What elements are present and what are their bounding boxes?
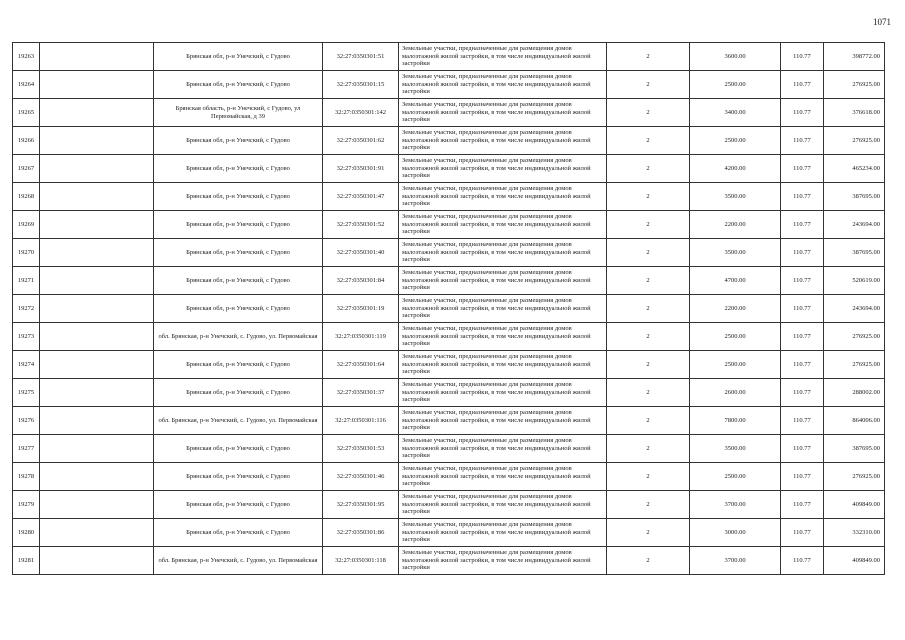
- specific-value-cell: 110.77: [781, 211, 824, 239]
- area-cell: 2200.00: [690, 211, 781, 239]
- area-cell: 3500.00: [690, 183, 781, 211]
- table-row: [13, 183, 885, 211]
- group-code-cell: 2: [607, 99, 690, 127]
- cadastral-number-cell: 32:27:0350301:52: [323, 211, 399, 239]
- address-cell: Брянская обл, р-н Унечский, с Гудово: [154, 239, 323, 267]
- row-number-cell: 19264: [13, 71, 40, 99]
- specific-value-cell: 110.77: [781, 547, 824, 575]
- specific-value-cell: 110.77: [781, 351, 824, 379]
- cadastral-number-cell: 32:27:0350301:37: [323, 379, 399, 407]
- empty-cell: [40, 295, 154, 323]
- cadastral-number-cell: 32:27:0350301:64: [323, 351, 399, 379]
- cadastral-value-cell: 520619.00: [824, 267, 885, 295]
- table-row: [13, 71, 885, 99]
- address-cell: Брянская обл, р-н Унечский, с Гудово: [154, 351, 323, 379]
- row-number-cell: 19265: [13, 99, 40, 127]
- address-cell: Брянская обл, р-н Унечский, с Гудово: [154, 43, 323, 71]
- empty-cell: [40, 379, 154, 407]
- group-code-cell: 2: [607, 71, 690, 99]
- group-code-cell: 2: [607, 491, 690, 519]
- group-code-cell: 2: [607, 295, 690, 323]
- specific-value-cell: 110.77: [781, 43, 824, 71]
- row-number-cell: 19271: [13, 267, 40, 295]
- cadastral-value-cell: 376618.00: [824, 99, 885, 127]
- specific-value-cell: 110.77: [781, 155, 824, 183]
- row-number-cell: 19263: [13, 43, 40, 71]
- group-code-cell: 2: [607, 463, 690, 491]
- group-code-cell: 2: [607, 379, 690, 407]
- land-use-description-cell: Земельные участки, предназначенные для размещения домов малоэтажной жилой застройки, в том числе индивидуальной жилой застройки: [399, 127, 607, 155]
- land-use-description-cell: Земельные участки, предназначенные для размещения домов малоэтажной жилой застройки, в том числе индивидуальной жилой застройки: [399, 379, 607, 407]
- address-cell: Брянская область, р-н Унечский, с Гудово, ул Первомайская, д 39: [154, 99, 323, 127]
- group-code-cell: 2: [607, 323, 690, 351]
- group-code-cell: 2: [607, 211, 690, 239]
- land-use-description-cell: Земельные участки, предназначенные для размещения домов малоэтажной жилой застройки, в том числе индивидуальной жилой застройки: [399, 407, 607, 435]
- row-number-cell: 19275: [13, 379, 40, 407]
- area-cell: 3700.00: [690, 547, 781, 575]
- empty-cell: [40, 127, 154, 155]
- cadastral-number-cell: 32:27:0350301:47: [323, 183, 399, 211]
- empty-cell: [40, 435, 154, 463]
- cadastral-number-cell: 32:27:0350301:51: [323, 43, 399, 71]
- area-cell: 3400.00: [690, 99, 781, 127]
- row-number-cell: 19268: [13, 183, 40, 211]
- empty-cell: [40, 43, 154, 71]
- table-row: [13, 491, 885, 519]
- empty-cell: [40, 71, 154, 99]
- row-number-cell: 19270: [13, 239, 40, 267]
- row-number-cell: 19278: [13, 463, 40, 491]
- address-cell: обл. Брянская, р-н Унечский, с. Гудово, ул. Первомайская: [154, 547, 323, 575]
- table-row: [13, 519, 885, 547]
- table-row: [13, 239, 885, 267]
- address-cell: Брянская обл, р-н Унечский, с Гудово: [154, 71, 323, 99]
- cadastral-value-cell: 864006.00: [824, 407, 885, 435]
- address-cell: Брянская обл, р-н Унечский, с Гудово: [154, 519, 323, 547]
- specific-value-cell: 110.77: [781, 491, 824, 519]
- specific-value-cell: 110.77: [781, 239, 824, 267]
- row-number-cell: 19279: [13, 491, 40, 519]
- cadastral-value-cell: 276925.00: [824, 463, 885, 491]
- group-code-cell: 2: [607, 127, 690, 155]
- cadastral-value-cell: 332310.00: [824, 519, 885, 547]
- specific-value-cell: 110.77: [781, 183, 824, 211]
- cadastral-value-cell: 409849.00: [824, 547, 885, 575]
- group-code-cell: 2: [607, 155, 690, 183]
- row-number-cell: 19281: [13, 547, 40, 575]
- page-number: 1071: [873, 17, 891, 27]
- empty-cell: [40, 519, 154, 547]
- cadastral-value-cell: 288002.00: [824, 379, 885, 407]
- table-row: [13, 295, 885, 323]
- table-row: [13, 351, 885, 379]
- cadastral-value-cell: 387695.00: [824, 183, 885, 211]
- area-cell: 2500.00: [690, 463, 781, 491]
- cadastral-value-cell: 276925.00: [824, 323, 885, 351]
- land-use-description-cell: Земельные участки, предназначенные для размещения домов малоэтажной жилой застройки, в том числе индивидуальной жилой застройки: [399, 491, 607, 519]
- land-use-description-cell: Земельные участки, предназначенные для размещения домов малоэтажной жилой застройки, в том числе индивидуальной жилой застройки: [399, 99, 607, 127]
- empty-cell: [40, 183, 154, 211]
- cadastral-number-cell: 32:27:0350301:84: [323, 267, 399, 295]
- cadastral-number-cell: 32:27:0350301:15: [323, 71, 399, 99]
- land-use-description-cell: Земельные участки, предназначенные для размещения домов малоэтажной жилой застройки, в том числе индивидуальной жилой застройки: [399, 183, 607, 211]
- land-use-description-cell: Земельные участки, предназначенные для размещения домов малоэтажной жилой застройки, в том числе индивидуальной жилой застройки: [399, 239, 607, 267]
- group-code-cell: 2: [607, 351, 690, 379]
- group-code-cell: 2: [607, 183, 690, 211]
- address-cell: Брянская обл, р-н Унечский, с Гудово: [154, 295, 323, 323]
- empty-cell: [40, 99, 154, 127]
- specific-value-cell: 110.77: [781, 407, 824, 435]
- area-cell: 2500.00: [690, 127, 781, 155]
- cadastral-value-cell: 387695.00: [824, 435, 885, 463]
- land-use-description-cell: Земельные участки, предназначенные для размещения домов малоэтажной жилой застройки, в том числе индивидуальной жилой застройки: [399, 519, 607, 547]
- land-use-description-cell: Земельные участки, предназначенные для размещения домов малоэтажной жилой застройки, в том числе индивидуальной жилой застройки: [399, 43, 607, 71]
- area-cell: 2500.00: [690, 351, 781, 379]
- empty-cell: [40, 155, 154, 183]
- cadastral-value-cell: 276925.00: [824, 71, 885, 99]
- land-use-description-cell: Земельные участки, предназначенные для размещения домов малоэтажной жилой застройки, в том числе индивидуальной жилой застройки: [399, 71, 607, 99]
- empty-cell: [40, 267, 154, 295]
- cadastral-number-cell: 32:27:0350301:116: [323, 407, 399, 435]
- cadastral-value-cell: 409849.00: [824, 491, 885, 519]
- land-use-description-cell: Земельные участки, предназначенные для размещения домов малоэтажной жилой застройки, в том числе индивидуальной жилой застройки: [399, 295, 607, 323]
- row-number-cell: 19276: [13, 407, 40, 435]
- group-code-cell: 2: [607, 267, 690, 295]
- cadastral-number-cell: 32:27:0350301:119: [323, 323, 399, 351]
- area-cell: 2600.00: [690, 379, 781, 407]
- empty-cell: [40, 323, 154, 351]
- land-use-description-cell: Земельные участки, предназначенные для размещения домов малоэтажной жилой застройки, в том числе индивидуальной жилой застройки: [399, 267, 607, 295]
- address-cell: обл. Брянская, р-н Унечский, с. Гудово, ул. Первомайская: [154, 407, 323, 435]
- area-cell: 4700.00: [690, 267, 781, 295]
- cadastral-number-cell: 32:27:0350301:142: [323, 99, 399, 127]
- row-number-cell: 19267: [13, 155, 40, 183]
- address-cell: Брянская обл, р-н Унечский, с Гудово: [154, 463, 323, 491]
- land-use-description-cell: Земельные участки, предназначенные для размещения домов малоэтажной жилой застройки, в том числе индивидуальной жилой застройки: [399, 463, 607, 491]
- row-number-cell: 19277: [13, 435, 40, 463]
- area-cell: 3000.00: [690, 519, 781, 547]
- empty-cell: [40, 351, 154, 379]
- specific-value-cell: 110.77: [781, 435, 824, 463]
- area-cell: 3600.00: [690, 43, 781, 71]
- address-cell: Брянская обл, р-н Унечский, с Гудово: [154, 491, 323, 519]
- cadastral-number-cell: 32:27:0350301:95: [323, 491, 399, 519]
- address-cell: Брянская обл, р-н Унечский, с Гудово: [154, 267, 323, 295]
- cadastral-value-cell: 276925.00: [824, 351, 885, 379]
- address-cell: Брянская обл, р-н Унечский, с Гудово: [154, 379, 323, 407]
- specific-value-cell: 110.77: [781, 267, 824, 295]
- specific-value-cell: 110.77: [781, 71, 824, 99]
- area-cell: 7800.00: [690, 407, 781, 435]
- specific-value-cell: 110.77: [781, 323, 824, 351]
- specific-value-cell: 110.77: [781, 379, 824, 407]
- cadastral-value-table: [12, 42, 885, 575]
- address-cell: Брянская обл, р-н Унечский, с Гудово: [154, 155, 323, 183]
- cadastral-value-cell: 387695.00: [824, 239, 885, 267]
- table-row: [13, 547, 885, 575]
- table-body: [13, 43, 885, 575]
- table-row: [13, 211, 885, 239]
- row-number-cell: 19272: [13, 295, 40, 323]
- empty-cell: [40, 407, 154, 435]
- land-use-description-cell: Земельные участки, предназначенные для размещения домов малоэтажной жилой застройки, в том числе индивидуальной жилой застройки: [399, 435, 607, 463]
- specific-value-cell: 110.77: [781, 99, 824, 127]
- table-row: [13, 127, 885, 155]
- empty-cell: [40, 547, 154, 575]
- area-cell: 2500.00: [690, 71, 781, 99]
- area-cell: 4200.00: [690, 155, 781, 183]
- cadastral-number-cell: 32:27:0350301:40: [323, 239, 399, 267]
- specific-value-cell: 110.77: [781, 295, 824, 323]
- cadastral-value-cell: 465234.00: [824, 155, 885, 183]
- cadastral-number-cell: 32:27:0350301:46: [323, 463, 399, 491]
- cadastral-value-cell: 398772.00: [824, 43, 885, 71]
- row-number-cell: 19273: [13, 323, 40, 351]
- empty-cell: [40, 491, 154, 519]
- land-use-description-cell: Земельные участки, предназначенные для размещения домов малоэтажной жилой застройки, в том числе индивидуальной жилой застройки: [399, 547, 607, 575]
- land-use-description-cell: Земельные участки, предназначенные для размещения домов малоэтажной жилой застройки, в том числе индивидуальной жилой застройки: [399, 323, 607, 351]
- table-row: [13, 435, 885, 463]
- address-cell: Брянская обл, р-н Унечский, с Гудово: [154, 435, 323, 463]
- area-cell: 3700.00: [690, 491, 781, 519]
- cadastral-number-cell: 32:27:0350301:86: [323, 519, 399, 547]
- table-row: [13, 323, 885, 351]
- cadastral-number-cell: 32:27:0350301:62: [323, 127, 399, 155]
- table-row: [13, 155, 885, 183]
- table-row: [13, 43, 885, 71]
- group-code-cell: 2: [607, 519, 690, 547]
- group-code-cell: 2: [607, 43, 690, 71]
- cadastral-number-cell: 32:27:0350301:53: [323, 435, 399, 463]
- cadastral-value-cell: 243694.00: [824, 295, 885, 323]
- table-row: [13, 99, 885, 127]
- cadastral-value-cell: 276925.00: [824, 127, 885, 155]
- table-row: [13, 463, 885, 491]
- cadastral-number-cell: 32:27:0350301:118: [323, 547, 399, 575]
- land-use-description-cell: Земельные участки, предназначенные для размещения домов малоэтажной жилой застройки, в том числе индивидуальной жилой застройки: [399, 351, 607, 379]
- cadastral-value-cell: 243694.00: [824, 211, 885, 239]
- table-row: [13, 407, 885, 435]
- cadastral-number-cell: 32:27:0350301:91: [323, 155, 399, 183]
- land-use-description-cell: Земельные участки, предназначенные для размещения домов малоэтажной жилой застройки, в том числе индивидуальной жилой застройки: [399, 155, 607, 183]
- row-number-cell: 19274: [13, 351, 40, 379]
- area-cell: 3500.00: [690, 435, 781, 463]
- group-code-cell: 2: [607, 407, 690, 435]
- address-cell: Брянская обл, р-н Унечский, с Гудово: [154, 127, 323, 155]
- row-number-cell: 19280: [13, 519, 40, 547]
- empty-cell: [40, 211, 154, 239]
- area-cell: 3500.00: [690, 239, 781, 267]
- table-row: [13, 267, 885, 295]
- specific-value-cell: 110.77: [781, 519, 824, 547]
- address-cell: обл. Брянская, р-н Унечский, с. Гудово, ул. Первомайская: [154, 323, 323, 351]
- specific-value-cell: 110.77: [781, 127, 824, 155]
- land-use-description-cell: Земельные участки, предназначенные для размещения домов малоэтажной жилой застройки, в том числе индивидуальной жилой застройки: [399, 211, 607, 239]
- address-cell: Брянская обл, р-н Унечский, с Гудово: [154, 211, 323, 239]
- address-cell: Брянская обл, р-н Унечский, с Гудово: [154, 183, 323, 211]
- table-row: [13, 379, 885, 407]
- group-code-cell: 2: [607, 435, 690, 463]
- row-number-cell: 19266: [13, 127, 40, 155]
- area-cell: 2200.00: [690, 295, 781, 323]
- row-number-cell: 19269: [13, 211, 40, 239]
- cadastral-number-cell: 32:27:0350301:19: [323, 295, 399, 323]
- empty-cell: [40, 463, 154, 491]
- empty-cell: [40, 239, 154, 267]
- group-code-cell: 2: [607, 239, 690, 267]
- group-code-cell: 2: [607, 547, 690, 575]
- specific-value-cell: 110.77: [781, 463, 824, 491]
- area-cell: 2500.00: [690, 323, 781, 351]
